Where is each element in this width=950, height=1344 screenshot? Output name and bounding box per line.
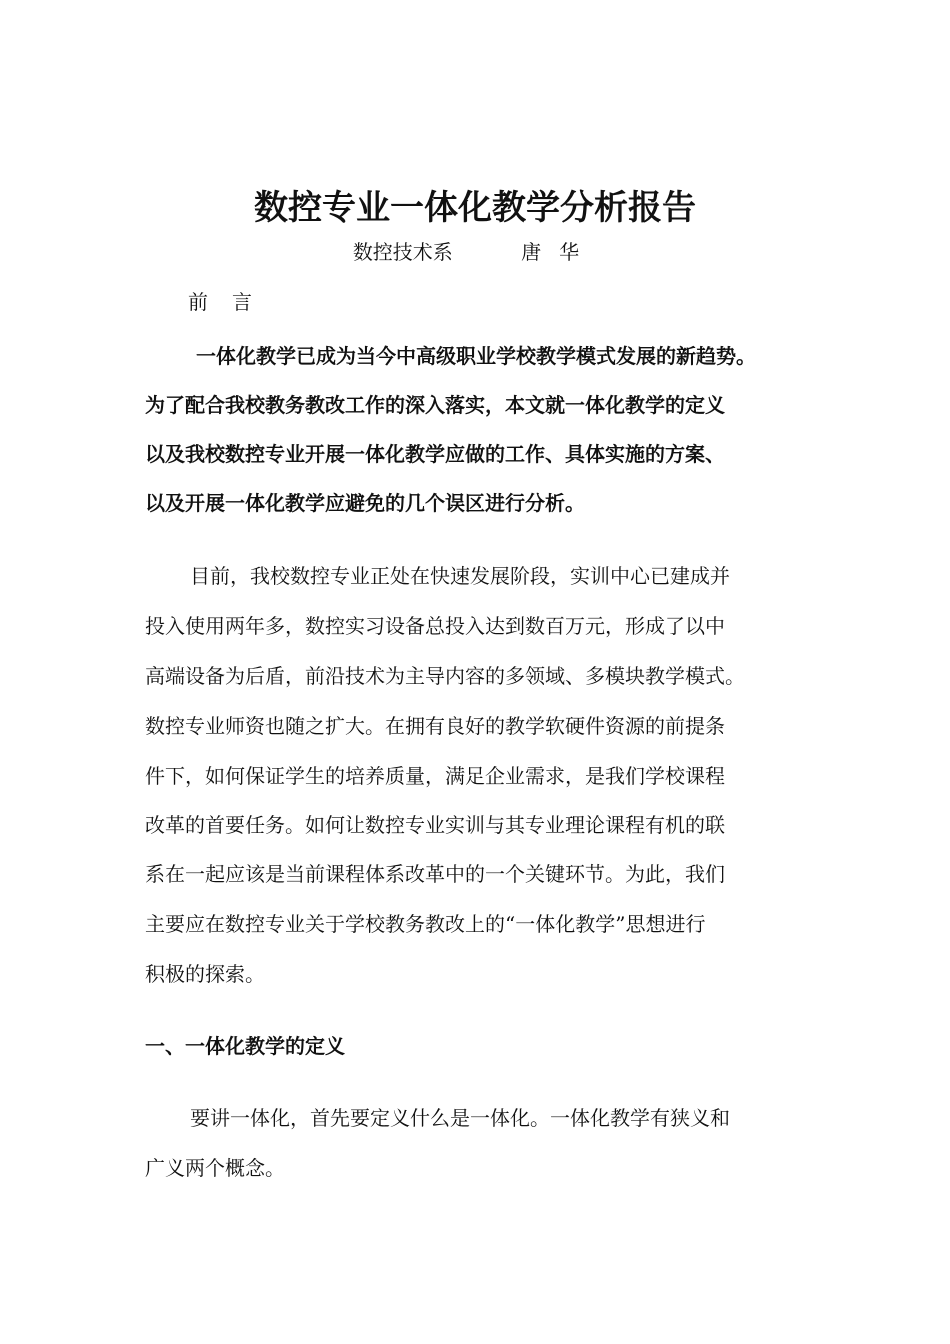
body-line: 主要应在数控专业关于学校教务教改上的“一体化教学”思想进行 xyxy=(145,912,706,936)
document-title: 数控专业一体化教学分析报告 xyxy=(254,188,696,228)
preface-line: 为了配合我校教务教改工作的深入落实，本文就一体化教学的定义 xyxy=(145,393,725,417)
preface-line: 以及我校数控专业开展一体化教学应做的工作、具体实施的方案、 xyxy=(145,442,725,466)
body-line: 数控专业师资也随之扩大。在拥有良好的教学软硬件资源的前提条 xyxy=(145,714,725,738)
preface-line: 一体化教学已成为当今中高级职业学校教学模式发展的新趋势。 xyxy=(196,344,756,368)
body-line: 件下，如何保证学生的培养质量，满足企业需求，是我们学校课程 xyxy=(145,764,725,788)
body-line: 高端设备为后盾，前沿技术为主导内容的多领域、多模块教学模式。 xyxy=(145,664,745,688)
body-line: 目前，我校数控专业正处在快速发展阶段，实训中心已建成并 xyxy=(190,564,730,588)
section-line: 要讲一体化，首先要定义什么是一体化。一体化教学有狭义和 xyxy=(190,1106,730,1130)
body-line: 积极的探索。 xyxy=(145,962,265,986)
preface-line: 以及开展一体化教学应避免的几个误区进行分析。 xyxy=(145,491,585,515)
preface-heading: 前言 xyxy=(188,290,276,314)
body-line: 改革的首要任务。如何让数控专业实训与其专业理论课程有机的联 xyxy=(145,813,725,837)
body-line: 投入使用两年多，数控实习设备总投入达到数百万元，形成了以中 xyxy=(145,614,725,638)
section-line: 广义两个概念。 xyxy=(145,1156,285,1180)
byline-department: 数控技术系 xyxy=(352,240,453,264)
byline xyxy=(0,236,950,265)
body-line: 系在一起应该是当前课程体系改革中的一个关键环节。为此，我们 xyxy=(145,862,725,886)
byline-author: 唐华 xyxy=(521,240,598,264)
section-heading: 一、一体化教学的定义 xyxy=(145,1034,345,1058)
